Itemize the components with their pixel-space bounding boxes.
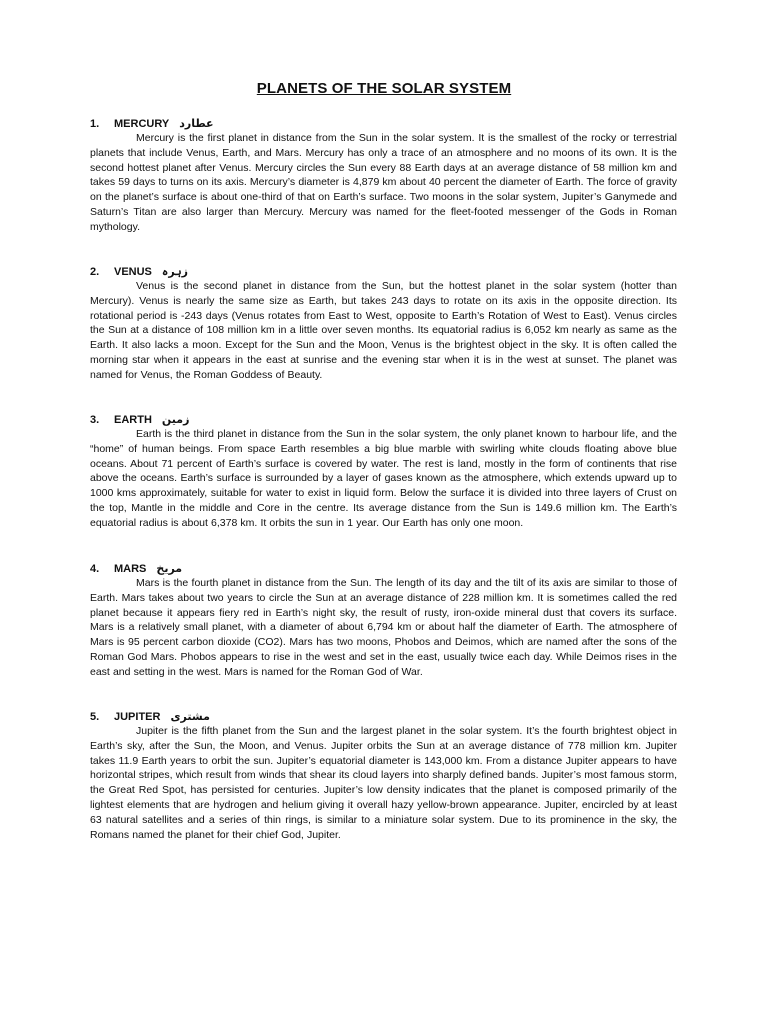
section-paragraph: Venus is the second planet in distance from the Sun, but the hottest planet in the solar system (hotter than Mercury). Venus is nearly the same size as Earth, but takes 243 days to rotate on its axis in the opposite direction. Its rotational period is -243 days (Venus rotates from East to West, opposite to Earth’s Rotation of West to East). Venus circles the Sun at a distance of 108 million km in a little over seven months. Its equatorial radius is 6,052 km nearly as same as the Earth. It also lacks a moon. Except for the Sun and the Moon, Venus is the brightest object in the sky. It is often called the morning star when it appears in the east at sunrise and the evening star when it is in the west at sunset. The planet was named for Venus, the Roman Goddess of Beauty. — [90, 280, 677, 381]
section-urdu-name: مشتری — [170, 710, 210, 723]
section-name: MERCURY — [114, 118, 170, 130]
section-jupiter — [90, 710, 677, 842]
section-heading — [90, 710, 677, 724]
section-name: VENUS — [114, 266, 152, 278]
section-urdu-name: زہرہ — [161, 265, 188, 278]
section-urdu-name: زمین — [161, 413, 190, 426]
section-venus — [90, 265, 677, 383]
section-paragraph: Earth is the third planet in distance from the Sun in the solar system, the only planet known to harbour life, and the “home” of human beings. From space Earth resembles a big blue marble with swirling white clouds floating above blue oceans. About 71 percent of Earth’s surface is covered by water. The rest is land, mostly in the form of continents that rise above the oceans. Earth’s surface is surrounded by a layer of gases known as the atmosphere, which extends upward up to 1000 kms approximately, suitable for water to exist in liquid form. Below the surface it is divided into three layers of Crust on the top, Mantle in the middle and Core in the centre. Its average distance from the Sun is 149.6 million km. The Earth’s equatorial radius is about 6,378 km. It orbits the sun in 1 year. Our Earth has only one moon. — [90, 428, 677, 529]
section-name: MARS — [114, 563, 147, 575]
section-paragraph: Jupiter is the fifth planet from the Sun and the largest planet in the solar system. It’s the fourth brightest object in Earth’s sky, after the Sun, the Moon, and Venus. Jupiter orbits the Sun at an average distance of 778 million km. Jupiter takes 11.9 Earth years to orbit the sun. Jupiter’s equatorial diameter is 143,000 km. From a distance Jupiter appears to have horizontal stripes, which result from winds that shear its cloud layers into sharply defined bands. Jupiter’s most famous storm, the Great Red Spot, has persisted for centuries. Jupiter’s low density indicates that the planet is composed primarily of the lightest elements that are hydrogen and helium giving it overall hazy yellow-brown appearance. Jupiter, encircled by at least 63 natural satellites and a series of thin rings, is similar to a miniature solar system. Due to its prominence in the sky, the Romans named the planet for their chief God, Jupiter. — [90, 725, 677, 841]
document-title: PLANETS OF THE SOLAR SYSTEM — [256, 80, 512, 97]
section-paragraph: Mercury is the first planet in distance from the Sun in the solar system. It is the smallest of the rocky or terrestrial planets that include Venus, Earth, and Mars. Mercury has only a trace of an atmosphere and no moons of its own. It is the second hottest planet after Venus. Mercury circles the Sun every 88 Earth days at an average distance of 58 million km and takes 59 days to turns on its axis. Mercury’s diameter is 4,879 km about 40 percent the diameter of Earth. The force of gravity on the planet’s surface is about one-third of that on Earth’s surface. Two moons in the solar system, Jupiter’s Ganymede and Saturn’s Titan are also larger than Mercury. Mercury was named for the fleet-footed messenger of the Gods in Roman mythology. — [90, 132, 677, 233]
section-heading — [90, 265, 677, 279]
section-urdu-name: مریخ — [156, 562, 183, 575]
section-mercury — [90, 117, 677, 235]
section-earth — [90, 413, 677, 531]
section-urdu-name: عطارد — [179, 117, 214, 130]
section-name: EARTH — [114, 414, 152, 426]
section-paragraph: Mars is the fourth planet in distance from the Sun. The length of its day and the tilt of its axis are similar to those of Earth. Mars takes about two years to circle the Sun at an average distance of 228 million km. It is sometimes called the red planet because it appears fiery red in Earth’s night sky, the result of rusty, iron-oxide mineral dust that covers its surface. Mars is a relatively small planet, with a diameter of about 6,794 km or about half the diameter of Earth. The atmosphere of Mars is 95 percent carbon dioxide (CO2). Mars has two moons, Phobos and Deimos, which are named after the sons of the Roman God Mars. Phobos appears to rise in the west and set in the east, usually twice each day. While Deimos rises in the east and setting in the west. Mars is named for the Roman God of War. — [90, 577, 677, 678]
section-heading — [90, 413, 677, 427]
section-name: JUPITER — [114, 711, 161, 723]
section-mars — [90, 562, 677, 680]
section-number: 3. — [90, 414, 100, 426]
section-heading — [90, 562, 677, 576]
section-heading — [90, 117, 677, 131]
section-number: 2. — [90, 266, 100, 278]
section-number: 1. — [90, 118, 100, 130]
section-number: 4. — [90, 563, 100, 575]
section-number: 5. — [90, 711, 100, 723]
